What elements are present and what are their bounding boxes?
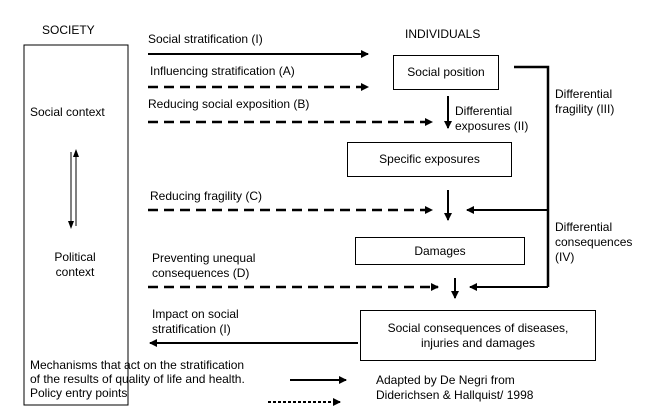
damages-text: Damages [414,243,466,258]
political-context-line1: Political [54,250,96,264]
differential-fragility-line2: fragility (III) [555,102,615,116]
differential-consequences-line2: consequences [555,235,633,249]
impact-stratification-label [152,307,239,337]
impact-line2: stratification (I) [152,322,231,336]
differential-consequences-line3: (IV) [555,250,575,264]
impact-line1: Impact on social [152,307,239,321]
social-position-text: Social position [407,65,485,79]
differential-exposures-line1: Differential [455,104,513,118]
social-consequences-line2: injuries and damages [420,335,536,350]
context-double-arrow [68,149,79,229]
credit-text [376,373,533,403]
differential-consequences-line1: Differential [555,220,613,234]
individuals-header: INDIVIDUALS [405,27,481,41]
social-stratification-label: Social stratification (I) [148,32,263,46]
social-context-label: Social context [30,105,105,119]
differential-exposures-line2: exposures (II) [455,119,529,133]
differential-fragility-line1: Differential [555,87,613,101]
reducing-exposition-label: Reducing social exposition (B) [148,97,310,111]
credit-line2: Diderichsen & Hallquist/ 1998 [376,388,534,402]
social-consequences-box [360,310,596,361]
differential-fragility-label [555,87,614,117]
damages-box [355,237,525,265]
political-context-label [40,250,110,280]
legend-line3: Policy entry points [30,386,128,400]
credit-line1: Adapted by De Negri from [376,373,515,387]
differential-exposures-label [455,104,528,134]
legend-text [30,358,245,400]
social-position-box [393,55,499,90]
preventing-consequences-label [152,251,255,281]
legend-line2: of the results of quality of life and health. [30,372,245,386]
influencing-stratification-label: Influencing stratification (A) [150,64,295,78]
social-consequences-line1: Social consequences of diseases, [387,320,569,335]
legend-line1: Mechanisms that act on the stratification [30,358,245,372]
specific-exposures-box [347,142,512,177]
political-context-line2: context [55,265,95,279]
society-header: SOCIETY [42,23,95,37]
specific-exposures-text: Specific exposures [379,152,480,166]
reducing-fragility-label: Reducing fragility (C) [150,189,263,203]
preventing-line1: Preventing unequal [152,251,256,265]
preventing-line2: consequences (D) [152,266,250,280]
differential-consequences-label [555,220,632,265]
